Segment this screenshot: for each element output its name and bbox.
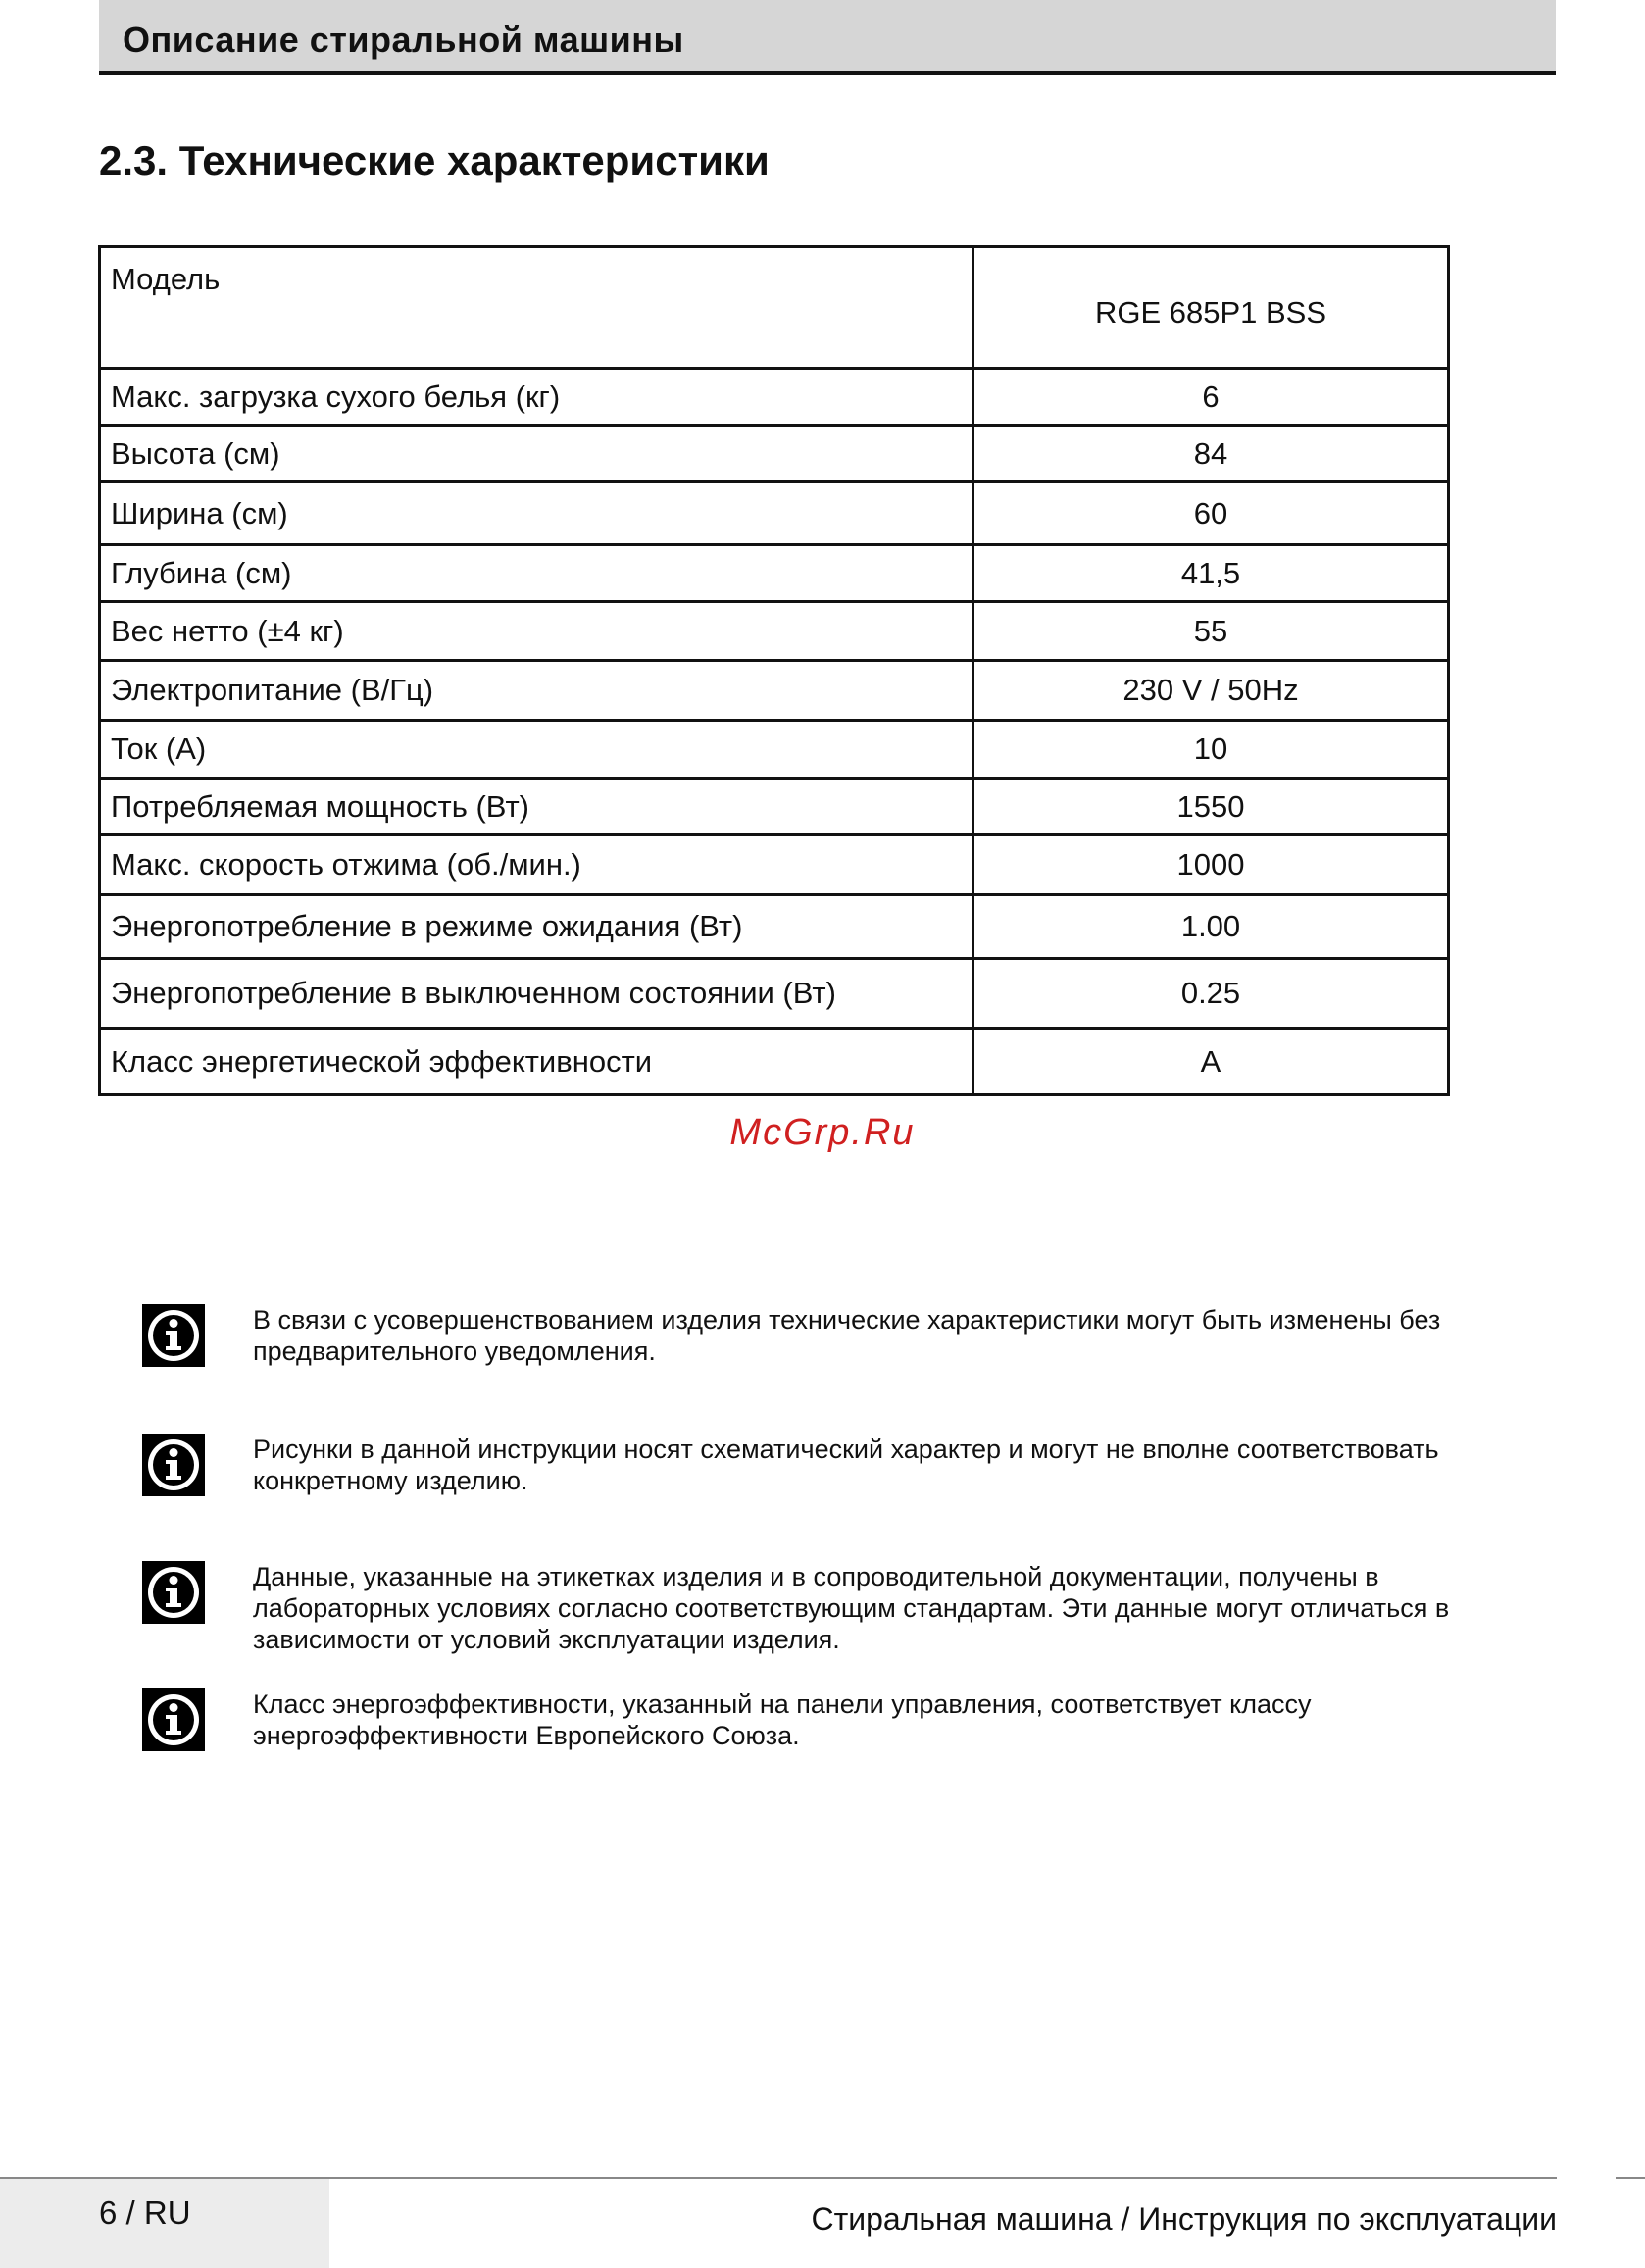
- header-title: Описание стиральной машины: [123, 20, 684, 60]
- spec-value: 41,5: [973, 545, 1449, 602]
- spec-label: Вес нетто (±4 кг): [100, 602, 973, 661]
- section-title: 2.3. Технические характеристики: [99, 137, 770, 183]
- note-text: [253, 1434, 1645, 1496]
- note-text: [253, 1561, 1645, 1655]
- spec-table: [98, 245, 1450, 1096]
- spec-label: Глубина (см): [100, 545, 973, 602]
- table-row: [100, 895, 1449, 959]
- table-row: [100, 661, 1449, 721]
- spec-value: 1000: [973, 835, 1449, 895]
- table-row: [100, 835, 1449, 895]
- note-line: Данные, указанные на этикетках изделия и в сопроводительной документации, получены в: [253, 1562, 1379, 1591]
- spec-label: Высота (см): [100, 426, 973, 482]
- page-header: [99, 0, 1556, 75]
- note-line: Класс энергоэффективности, указанный на панели управления, соответствует классу: [253, 1689, 1312, 1719]
- spec-value: 0.25: [973, 959, 1449, 1029]
- table-row: [100, 1029, 1449, 1095]
- page-number: 6 / RU: [99, 2194, 191, 2231]
- note-line: В связи с усовершенствованием изделия технические характеристики могут быть изменены без: [253, 1305, 1441, 1335]
- spec-value: RGE 685P1 BSS: [973, 247, 1449, 369]
- spec-value: 1550: [973, 779, 1449, 835]
- spec-value: 60: [973, 482, 1449, 545]
- table-row: [100, 247, 1449, 369]
- info-icon: [142, 1688, 205, 1751]
- table-row: [100, 482, 1449, 545]
- note-line: зависимости от условий эксплуатации изделия.: [253, 1625, 840, 1654]
- table-row: [100, 959, 1449, 1029]
- spec-label: Электропитание (В/Гц): [100, 661, 973, 721]
- spec-value: 6: [973, 369, 1449, 426]
- note-line: предварительного уведомления.: [253, 1336, 656, 1366]
- spec-label: Класс энергетической эффективности: [100, 1029, 973, 1095]
- spec-label: Потребляемая мощность (Вт): [100, 779, 973, 835]
- note-line: лабораторных условиях согласно соответствующим стандартам. Эти данные могут отличаться в: [253, 1593, 1450, 1623]
- spec-value: 84: [973, 426, 1449, 482]
- spec-label: Макс. скорость отжима (об./мин.): [100, 835, 973, 895]
- spec-value: 230 V / 50Hz: [973, 661, 1449, 721]
- footer-divider-mark: [1616, 2177, 1645, 2179]
- spec-label: Модель: [100, 247, 973, 369]
- spec-value: 10: [973, 721, 1449, 779]
- spec-value: 55: [973, 602, 1449, 661]
- note-line: энергоэффективности Европейского Союза.: [253, 1721, 800, 1750]
- table-row: [100, 602, 1449, 661]
- spec-value: A: [973, 1029, 1449, 1095]
- spec-label: Энергопотребление в режиме ожидания (Вт): [100, 895, 973, 959]
- spec-value: 1.00: [973, 895, 1449, 959]
- table-row: [100, 545, 1449, 602]
- spec-label: Энергопотребление в выключенном состоянии (Вт): [100, 959, 973, 1029]
- table-row: [100, 779, 1449, 835]
- info-icon: [142, 1304, 205, 1367]
- note-text: [253, 1688, 1645, 1751]
- footer-document-title: Стиральная машина / Инструкция по эксплуатации: [811, 2201, 1557, 2237]
- table-row: [100, 369, 1449, 426]
- table-row: [100, 426, 1449, 482]
- note-line: конкретному изделию.: [253, 1466, 528, 1495]
- spec-label: Макс. загрузка сухого белья (кг): [100, 369, 973, 426]
- note-line: Рисунки в данной инструкции носят схематический характер и могут не вполне соответствовать: [253, 1435, 1439, 1464]
- watermark: McGrp.Ru: [729, 1112, 916, 1153]
- spec-label: Ширина (см): [100, 482, 973, 545]
- spec-label: Ток (А): [100, 721, 973, 779]
- note-text: [253, 1304, 1645, 1367]
- table-row: [100, 721, 1449, 779]
- info-icon: [142, 1434, 205, 1496]
- info-icon: [142, 1561, 205, 1624]
